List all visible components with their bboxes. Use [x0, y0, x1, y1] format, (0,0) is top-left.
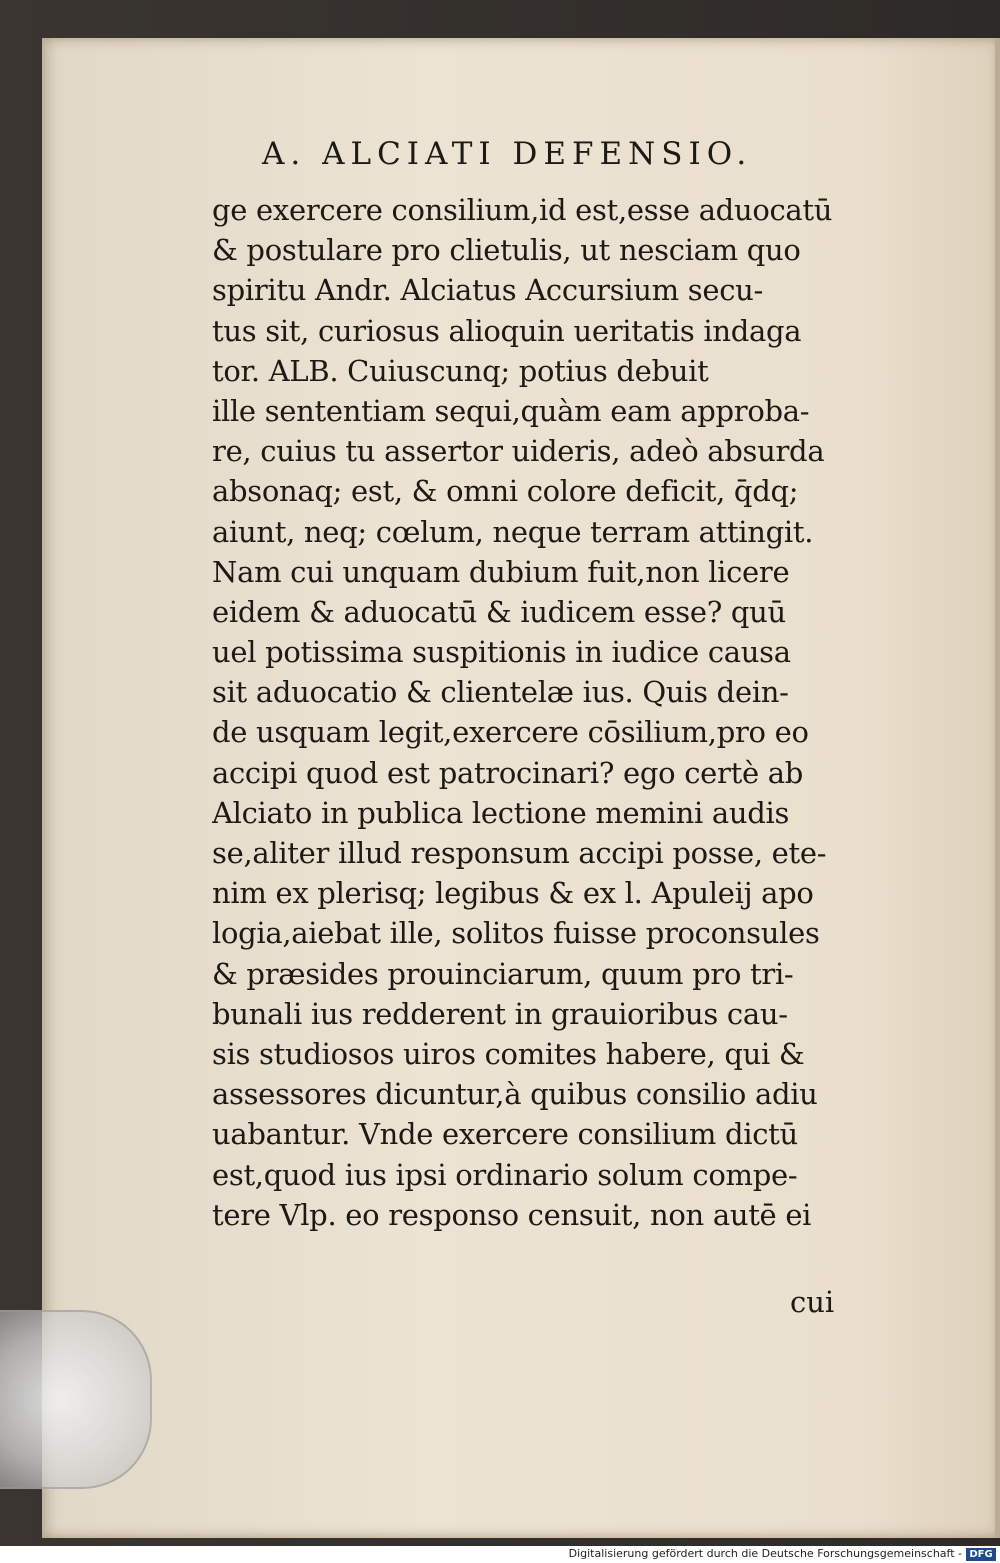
- text-line: & postulare pro clietulis, ut nesciam quo: [212, 233, 801, 268]
- text-line: & præsides prouinciarum, quum pro tri-: [212, 956, 794, 991]
- thumb-overlay: [0, 1310, 152, 1489]
- text-line: ge exercere consilium,id est,esse aduocatū: [212, 193, 833, 227]
- text-line: Alciato in publica lectione memini audis: [212, 795, 790, 830]
- text-body: [212, 190, 872, 1235]
- text-line: ille sententiam sequi,quàm eam approba-: [212, 393, 810, 428]
- text-line: sit aduocatio & clientelæ ius. Quis dein-: [212, 675, 789, 710]
- catchword: cui: [790, 1285, 835, 1319]
- text-line: uel potissima suspitionis in iudice causa: [212, 635, 791, 670]
- text-line: tus sit, curiosus alioquin ueritatis indaga: [212, 313, 802, 348]
- running-head: A. ALCIATI DEFENSIO.: [262, 136, 753, 172]
- dfg-logo-icon: DFG: [966, 1548, 996, 1561]
- text-line: de usquam legit,exercere cōsilium,pro eo: [212, 715, 809, 750]
- text-line: sis studiosos uiros comites habere, qui &: [212, 1036, 805, 1071]
- text-line: Nam cui unquam dubium fuit,non licere: [212, 554, 790, 589]
- text-line: tere Vlp. eo responso censuit, non autē ei: [212, 1197, 812, 1232]
- text-line: logia,aiebat ille, solitos fuisse proconsules: [212, 916, 820, 951]
- text-line: aiunt, neq; cœlum, neque terram attingit.: [212, 514, 814, 549]
- text-line: bunali ius redderent in grauioribus cau-: [212, 996, 788, 1031]
- text-line: re, cuius tu assertor uideris, adeò absurda: [212, 434, 825, 469]
- text-line: accipi quod est patrocinari? ego certè ab: [212, 755, 803, 790]
- text-line: se,aliter illud responsum accipi posse, ete-: [212, 836, 827, 870]
- text-line: uabantur. Vnde exercere consilium dictū: [212, 1117, 798, 1152]
- text-line: assessores dicuntur,à quibus consilio adiu: [212, 1077, 818, 1112]
- text-line: eidem & aduocatū & iudicem esse? quū: [212, 594, 786, 629]
- text-line: nim ex plerisq; legibus & ex l. Apuleij apo: [212, 876, 814, 911]
- text-line: absonaq; est, & omni colore deficit, q̄dq;: [212, 474, 799, 509]
- page-edge: [995, 38, 1000, 1538]
- text-line: tor. ALB. Cuiuscunq; potius debuit: [212, 353, 709, 388]
- text-line: spiritu Andr. Alciatus Accursium secu-: [212, 273, 764, 308]
- footer-credit: Digitalisierung gefördert durch die Deutsche Forschungsgemeinschaft -: [568, 1547, 962, 1560]
- text-line: est,quod ius ipsi ordinario solum compe-: [212, 1157, 798, 1192]
